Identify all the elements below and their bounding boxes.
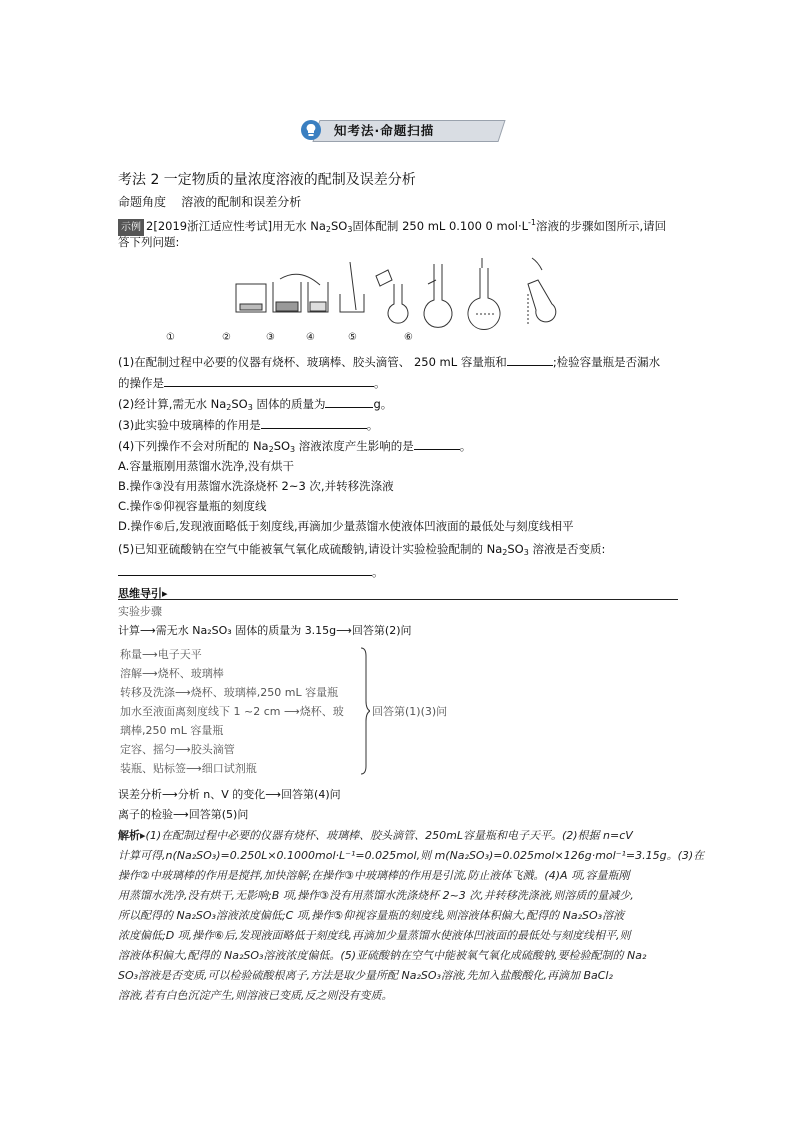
banner-title: 知考法·命题扫描	[334, 123, 435, 138]
brace-note: 回答第(1)(3)问	[372, 705, 448, 718]
question-4: (4)下列操作不会对所配的 $Na_2SO_3$ 溶液浓度产生影响的是 。	[118, 439, 472, 454]
question-2: (2)经计算,需无水 $Na_2SO_3$ 固体的质量为 g。	[118, 397, 393, 412]
q3-text-a: (3)此实验中玻璃棒的作用是	[118, 418, 261, 432]
analysis-line-5: 所以配得的 Na₂SO₃溶液浓度偏低;C 项,操作⑤仰视容量瓶的刻度线,则溶液体积偏大,配得的 Na₂SO₃溶液	[118, 909, 625, 922]
lightbulb-icon	[300, 118, 322, 142]
option-c: C.操作⑤仰视容量瓶的刻度线	[118, 499, 267, 513]
analysis-line-9: 溶液,若有白色沉淀产生,则溶液已变质,反之则没有变质。	[118, 989, 393, 1002]
steps-title: 实验步骤	[118, 605, 162, 618]
figure-label-3: ③	[266, 332, 275, 343]
q4-text-b: SO	[273, 439, 291, 453]
analysis-line-3: 操作②中玻璃棒的作用是搅拌,加快溶解;在操作③中玻璃棒的作用是引流,防止液体飞溅。(4)A 项,容量瓶刚	[118, 869, 630, 882]
analysis-line-7: 溶液体积偏大,配得的 Na₂SO₃溶液浓度偏低。(5)亚硫酸钠在空气中能被氧气氧化成硫酸钠,要检验配制的 Na₂	[118, 949, 647, 962]
q1-period: 。	[374, 376, 386, 390]
angle-label: 命题角度	[118, 195, 167, 209]
step-weigh: 称量⟶电子天平	[120, 648, 202, 661]
option-d: D.操作⑥后,发现液面略低于刻度线,再滴加少量蒸馏水使液体凹液面的最低处与刻度线相平	[118, 519, 574, 533]
section-banner	[298, 118, 500, 142]
example-tag: 示例	[118, 219, 144, 236]
q1-blank-2	[164, 374, 374, 387]
figure-label-6: ⑥	[404, 332, 413, 343]
q2-text-c: 固体的质量为	[256, 397, 326, 411]
figure-label-1: ①	[166, 332, 175, 343]
triangle-small-icon: ▸	[140, 829, 146, 842]
option-b: B.操作③没有用蒸馏水洗涤烧杯 2~3 次,并转移洗涤液	[118, 479, 394, 493]
q2-text-d: g。	[373, 397, 393, 411]
figure-label-2: ②	[222, 332, 231, 343]
thinking-title-text: 思维导引	[118, 587, 162, 600]
example-text-a: 用无水 Na	[272, 219, 326, 233]
analysis-line-6: 浓度偏低;D 项,操作⑥后,发现液面略低于刻度线,再滴加少量蒸馏水使液体凹液面的最低处与刻度线相平,则	[118, 929, 631, 942]
triangle-icon: ▸	[162, 587, 168, 600]
question-1-line-1	[118, 353, 660, 371]
angle-text: 溶液的配制和误差分析	[181, 195, 302, 209]
step-fix-volume: 定容、摇匀⟶胶头滴管	[120, 743, 235, 756]
example-text-d: 溶液的步骤如图所示,请回	[536, 219, 667, 233]
example-text-b: SO	[330, 219, 348, 233]
calc-step: 计算⟶需无水 Na₂SO₃ 固体的质量为 3.15g⟶回答第(2)问	[118, 624, 412, 637]
q4-text-c: 溶液浓度产生影响的是	[298, 439, 414, 453]
q2-blank	[325, 395, 373, 408]
analysis-line-1	[118, 827, 633, 844]
question-1-line-2	[118, 374, 386, 392]
option-a: A.容量瓶刚用蒸馏水洗净,没有烘干	[118, 459, 294, 473]
thinking-title	[118, 585, 168, 601]
q3-period: 。	[366, 418, 379, 432]
example-number: 2	[146, 219, 154, 233]
q1-text-a: (1)在配制过程中必要的仪器有烧杯、玻璃棒、胶头滴管、 250 mL 容量瓶和	[118, 355, 507, 369]
analysis-line-8: SO₃溶液是否变质,可以检验硫酸根离子,方法是取少量所配 Na₂SO₃溶液,先加入盐酸酸化,再滴加 BaCl₂	[118, 969, 613, 982]
kaofa-heading: 考法 2 一定物质的量浓度溶液的配制及误差分析	[118, 172, 416, 188]
question-5: (5)已知亚硫酸钠在空气中能被氧气氧化成硫酸钠,请设计实验检验配制的 $Na_2SO_3$ 溶液是否变质:	[118, 542, 606, 557]
q2-text-b: SO	[231, 397, 248, 411]
q5-text-a: (5)已知亚硫酸钠在空气中能被氧气氧化成硫酸钠,请设计实验检验配制的 Na	[118, 542, 503, 556]
step-add-water: 加水至液面离刻度线下 1 ~2 cm ⟶烧杯、玻	[120, 705, 344, 718]
q2-text-a: (2)经计算,需无水 Na	[118, 397, 227, 411]
figure-label-4: ④	[306, 332, 315, 343]
analysis-line-2: 计算可得,n(Na₂SO₃)=0.250L×0.1000mol·L⁻¹=0.025mol,则 m(Na₂SO₃)=0.025mol×126g·mol⁻¹=3.15g。(3)在	[118, 849, 705, 862]
step-add-water-cont: 璃棒,250 mL 容量瓶	[120, 724, 224, 737]
question-5-answer	[118, 563, 384, 581]
q5-text-c: 溶液是否变质:	[532, 542, 606, 556]
q3-blank	[261, 416, 367, 429]
analysis-label: 解析	[118, 829, 140, 842]
example-line-2: 答下列问题:	[118, 235, 180, 249]
q4-blank	[414, 437, 460, 450]
figure-label-5: ⑤	[348, 332, 357, 343]
q5-period: 。	[372, 565, 384, 579]
q5-blank	[118, 563, 372, 576]
experiment-figure	[228, 254, 568, 334]
q1-text-b: ;检验容量瓶是否漏水	[552, 355, 661, 369]
step-bottle: 装瓶、贴标签⟶细口试剂瓶	[120, 762, 257, 775]
right-brace	[360, 646, 370, 776]
analysis-text-1: (1)在配制过程中必要的仪器有烧杯、玻璃棒、胶头滴管、250mL容量瓶和电子天平。(2)根据 n=cV	[145, 829, 633, 842]
q4-period: 。	[459, 439, 472, 453]
q5-text-b: SO	[507, 542, 524, 556]
q4-text-a: (4)下列操作不会对所配的 Na	[118, 439, 269, 453]
example-source: [2019浙江适应性考试]	[153, 219, 273, 233]
question-3	[118, 416, 378, 434]
ion-test: 离子的检验⟶回答第(5)问	[118, 808, 249, 821]
step-dissolve: 溶解⟶烧杯、玻璃棒	[120, 667, 224, 680]
step-transfer: 转移及洗涤⟶烧杯、玻璃棒,250 mL 容量瓶	[120, 686, 339, 699]
example-line-1: 示例 2[2019浙江适应性考试]用无水 $Na_2SO_3$固体配制 250 mL 0.100 0 $mol\cdot L^{-1}$溶液的步骤如图所示,请回	[118, 214, 666, 238]
q1-text-c: 的操作是	[118, 376, 164, 390]
q1-blank-1	[507, 353, 553, 366]
error-analysis: 误差分析⟶分析 n、V 的变化⟶回答第(4)问	[118, 788, 341, 801]
angle-line	[118, 194, 301, 211]
separator-line	[118, 599, 678, 600]
example-text-c: 固体配制 250 mL 0.100 0 mol·L	[352, 219, 529, 233]
analysis-line-4: 用蒸馏水洗净,没有烘干,无影响;B 项,操作③没有用蒸馏水洗涤烧杯 2~3 次,并转移洗涤液,则溶质的量减少,	[118, 889, 634, 902]
